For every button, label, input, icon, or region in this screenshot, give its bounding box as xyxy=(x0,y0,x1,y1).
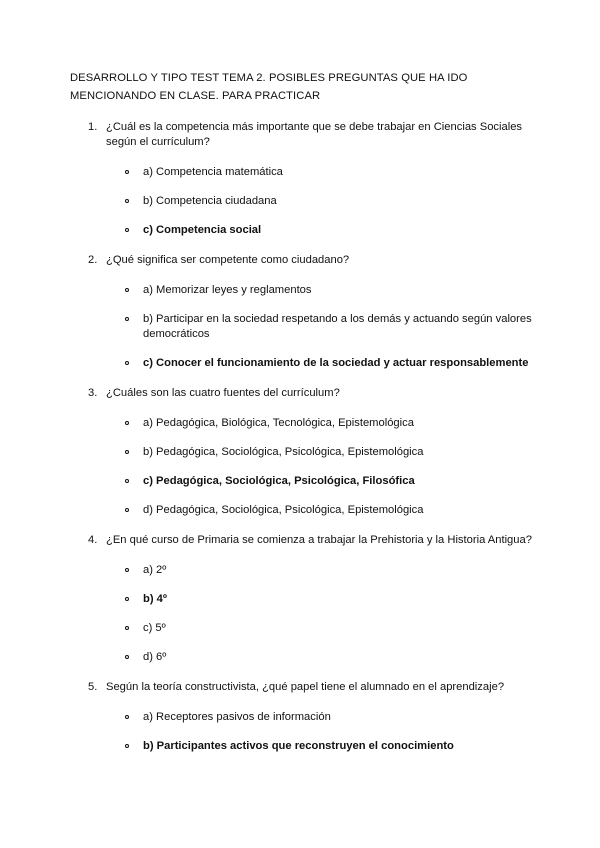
answer-option-label: d) Pedagógica, Sociológica, Psicológica, Epistemológica xyxy=(143,504,424,516)
hollow-circle-bullet-icon xyxy=(125,655,129,659)
option-list xyxy=(106,283,540,371)
answer-option-label: b) Competencia ciudadana xyxy=(143,195,277,207)
question-number: 3. xyxy=(88,387,98,399)
answer-option xyxy=(106,445,540,460)
question-text: ¿Cuáles son las cuatro fuentes del currículum? xyxy=(106,387,340,399)
hollow-circle-bullet-icon xyxy=(125,421,129,425)
answer-option-label: c) Conocer el funcionamiento de la sociedad y actuar responsablemente xyxy=(143,357,529,369)
answer-option xyxy=(106,563,540,578)
hollow-circle-bullet-icon xyxy=(125,450,129,454)
question-text: Según la teoría constructivista, ¿qué papel tiene el alumnado en el aprendizaje? xyxy=(106,681,505,693)
answer-option-label: a) Competencia matemática xyxy=(143,166,283,178)
answer-option-label: a) 2º xyxy=(143,564,167,576)
question-text: ¿Qué significa ser competente como ciudadano? xyxy=(106,254,350,266)
question-item xyxy=(70,386,540,518)
document-title xyxy=(70,69,540,105)
document-title-line-1: DESARROLLO Y TIPO TEST TEMA 2. POSIBLES PREGUNTAS QUE HA IDO xyxy=(70,72,468,84)
hollow-circle-bullet-icon xyxy=(125,288,129,292)
answer-option xyxy=(106,194,540,209)
answer-option xyxy=(106,416,540,431)
question-item xyxy=(70,120,540,238)
hollow-circle-bullet-icon xyxy=(125,597,129,601)
answer-option xyxy=(106,312,540,342)
question-list xyxy=(70,120,540,754)
question-number: 4. xyxy=(88,534,98,546)
answer-option xyxy=(106,165,540,180)
question-text: ¿En qué curso de Primaria se comienza a trabajar la Prehistoria y la Historia Antigua? xyxy=(106,534,532,546)
answer-option-label: a) Memorizar leyes y reglamentos xyxy=(143,284,312,296)
question-number: 5. xyxy=(88,681,98,693)
hollow-circle-bullet-icon xyxy=(125,568,129,572)
answer-option xyxy=(106,283,540,298)
option-list xyxy=(106,710,540,754)
hollow-circle-bullet-icon xyxy=(125,626,129,630)
hollow-circle-bullet-icon xyxy=(125,317,129,321)
question-number: 2. xyxy=(88,254,98,266)
answer-option xyxy=(106,650,540,665)
answer-option-correct xyxy=(106,356,540,371)
hollow-circle-bullet-icon xyxy=(125,508,129,512)
answer-option-label: c) Pedagógica, Sociológica, Psicológica, Filosófica xyxy=(143,475,415,487)
hollow-circle-bullet-icon xyxy=(125,199,129,203)
option-list xyxy=(106,165,540,238)
hollow-circle-bullet-icon xyxy=(125,715,129,719)
question-text: ¿Cuál es la competencia más importante que se debe trabajar en Ciencias Sociales según el currículum? xyxy=(106,121,523,148)
hollow-circle-bullet-icon xyxy=(125,479,129,483)
answer-option xyxy=(106,503,540,518)
question-item xyxy=(70,680,540,754)
hollow-circle-bullet-icon xyxy=(125,170,129,174)
answer-option-correct xyxy=(106,739,540,754)
question-item xyxy=(70,533,540,665)
answer-option-label: b) 4º xyxy=(143,593,167,605)
option-list xyxy=(106,416,540,518)
answer-option-label: d) 6º xyxy=(143,651,167,663)
question-item xyxy=(70,253,540,371)
question-number: 1. xyxy=(88,121,98,133)
answer-option-label: b) Pedagógica, Sociológica, Psicológica, Epistemológica xyxy=(143,446,424,458)
hollow-circle-bullet-icon xyxy=(125,228,129,232)
answer-option-correct xyxy=(106,223,540,238)
answer-option-label: b) Participar en la sociedad respetando a los demás y actuando según valores democráticos xyxy=(143,313,532,340)
answer-option-label: c) Competencia social xyxy=(143,224,262,236)
answer-option-label: a) Receptores pasivos de información xyxy=(143,711,331,723)
document-title-line-2: MENCIONANDO EN CLASE. PARA PRACTICAR xyxy=(70,90,321,102)
hollow-circle-bullet-icon xyxy=(125,361,129,365)
answer-option-label: a) Pedagógica, Biológica, Tecnológica, Epistemológica xyxy=(143,417,414,429)
answer-option xyxy=(106,710,540,725)
answer-option-correct xyxy=(106,592,540,607)
answer-option-label: c) 5º xyxy=(143,622,166,634)
answer-option-correct xyxy=(106,474,540,489)
answer-option-label: b) Participantes activos que reconstruyen el conocimiento xyxy=(143,740,454,752)
option-list xyxy=(106,563,540,665)
hollow-circle-bullet-icon xyxy=(125,744,129,748)
answer-option xyxy=(106,621,540,636)
